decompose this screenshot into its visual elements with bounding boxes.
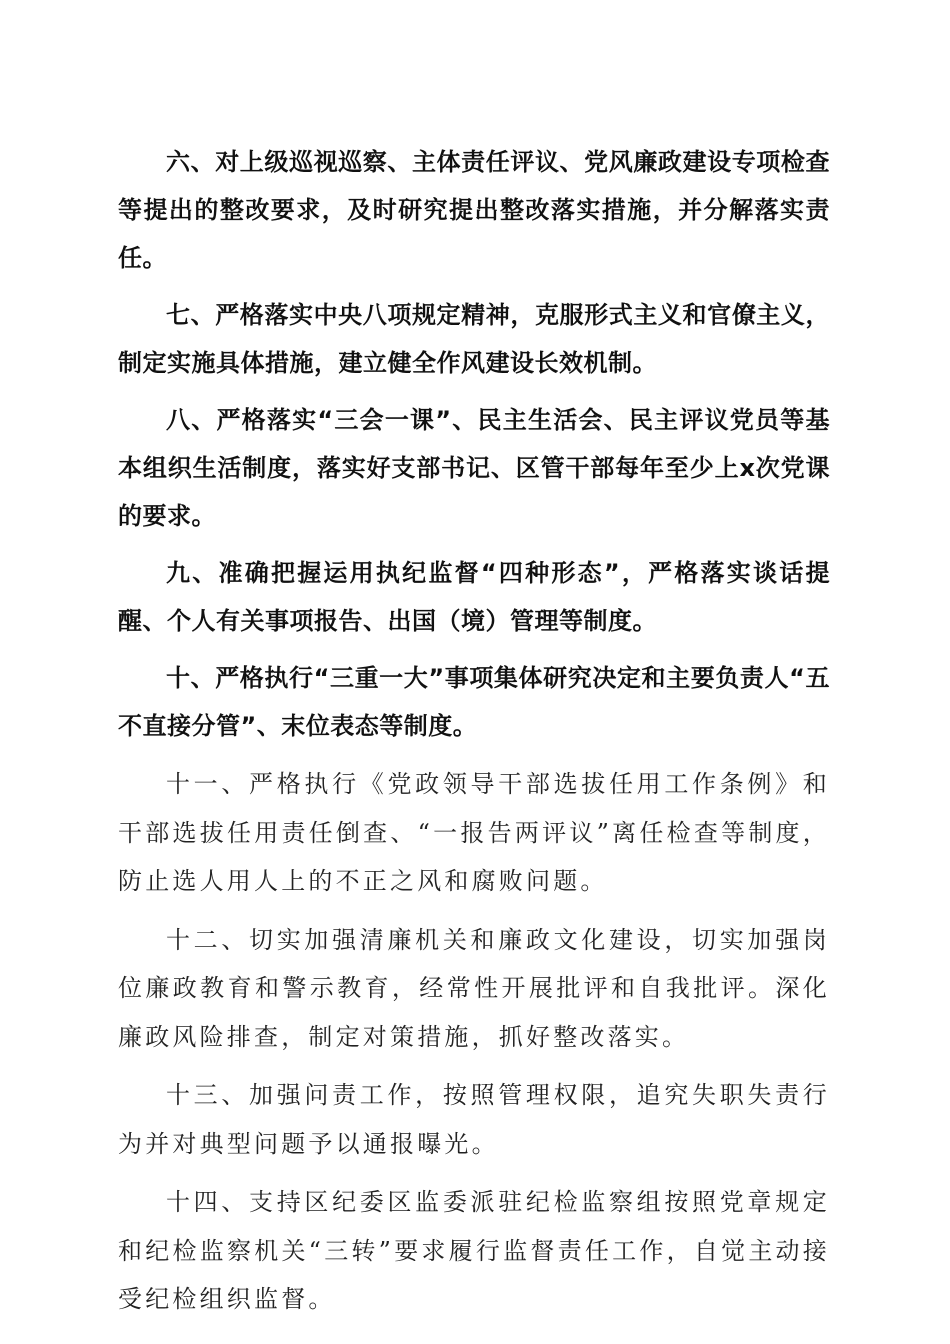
paragraph-item-14: 十四、支持区纪委区监委派驻纪检监察组按照党章规定和纪检监察机关“三转”要求履行监督责任工作，自觉主动接受纪检组织监督。	[118, 1188, 830, 1313]
paragraph-item-7: 七、严格落实中央八项规定精神，克服形式主义和官僚主义，制定实施具体措施，建立健全作风建设长效机制。	[118, 301, 830, 377]
paragraph-item-12: 十二、切实加强清廉机关和廉政文化建设，切实加强岗位廉政教育和警示教育，经常性开展批评和自我批评。深化廉政风险排查，制定对策措施，抓好整改落实。	[118, 925, 830, 1051]
paragraph-item-13: 十三、加强问责工作，按照管理权限，追究失职失责行为并对典型问题予以通报曝光。	[118, 1081, 830, 1158]
paragraph-item-9: 九、准确把握运用执纪监督“四种形态”，严格落实谈话提醒、个人有关事项报告、出国（境）管理等制度。	[118, 559, 830, 635]
paragraph-item-10: 十、严格执行“三重一大”事项集体研究决定和主要负责人“五不直接分管”、末位表态等制度。	[118, 664, 830, 740]
paragraph-item-6: 六、对上级巡视巡察、主体责任评议、党风廉政建设专项检查等提出的整改要求，及时研究提出整改落实措施，并分解落实责任。	[118, 148, 830, 272]
document-page	[118, 138, 830, 1324]
paragraph-item-11: 十一、严格执行《党政领导干部选拔任用工作条例》和干部选拔任用责任倒查、“一报告两评议”离任检查等制度，防止选人用人上的不正之风和腐败问题。	[118, 770, 830, 895]
paragraph-item-8: 八、严格落实“三会一课”、民主生活会、民主评议党员等基本组织生活制度，落实好支部书记、区管干部每年至少上x次党课的要求。	[118, 406, 830, 530]
